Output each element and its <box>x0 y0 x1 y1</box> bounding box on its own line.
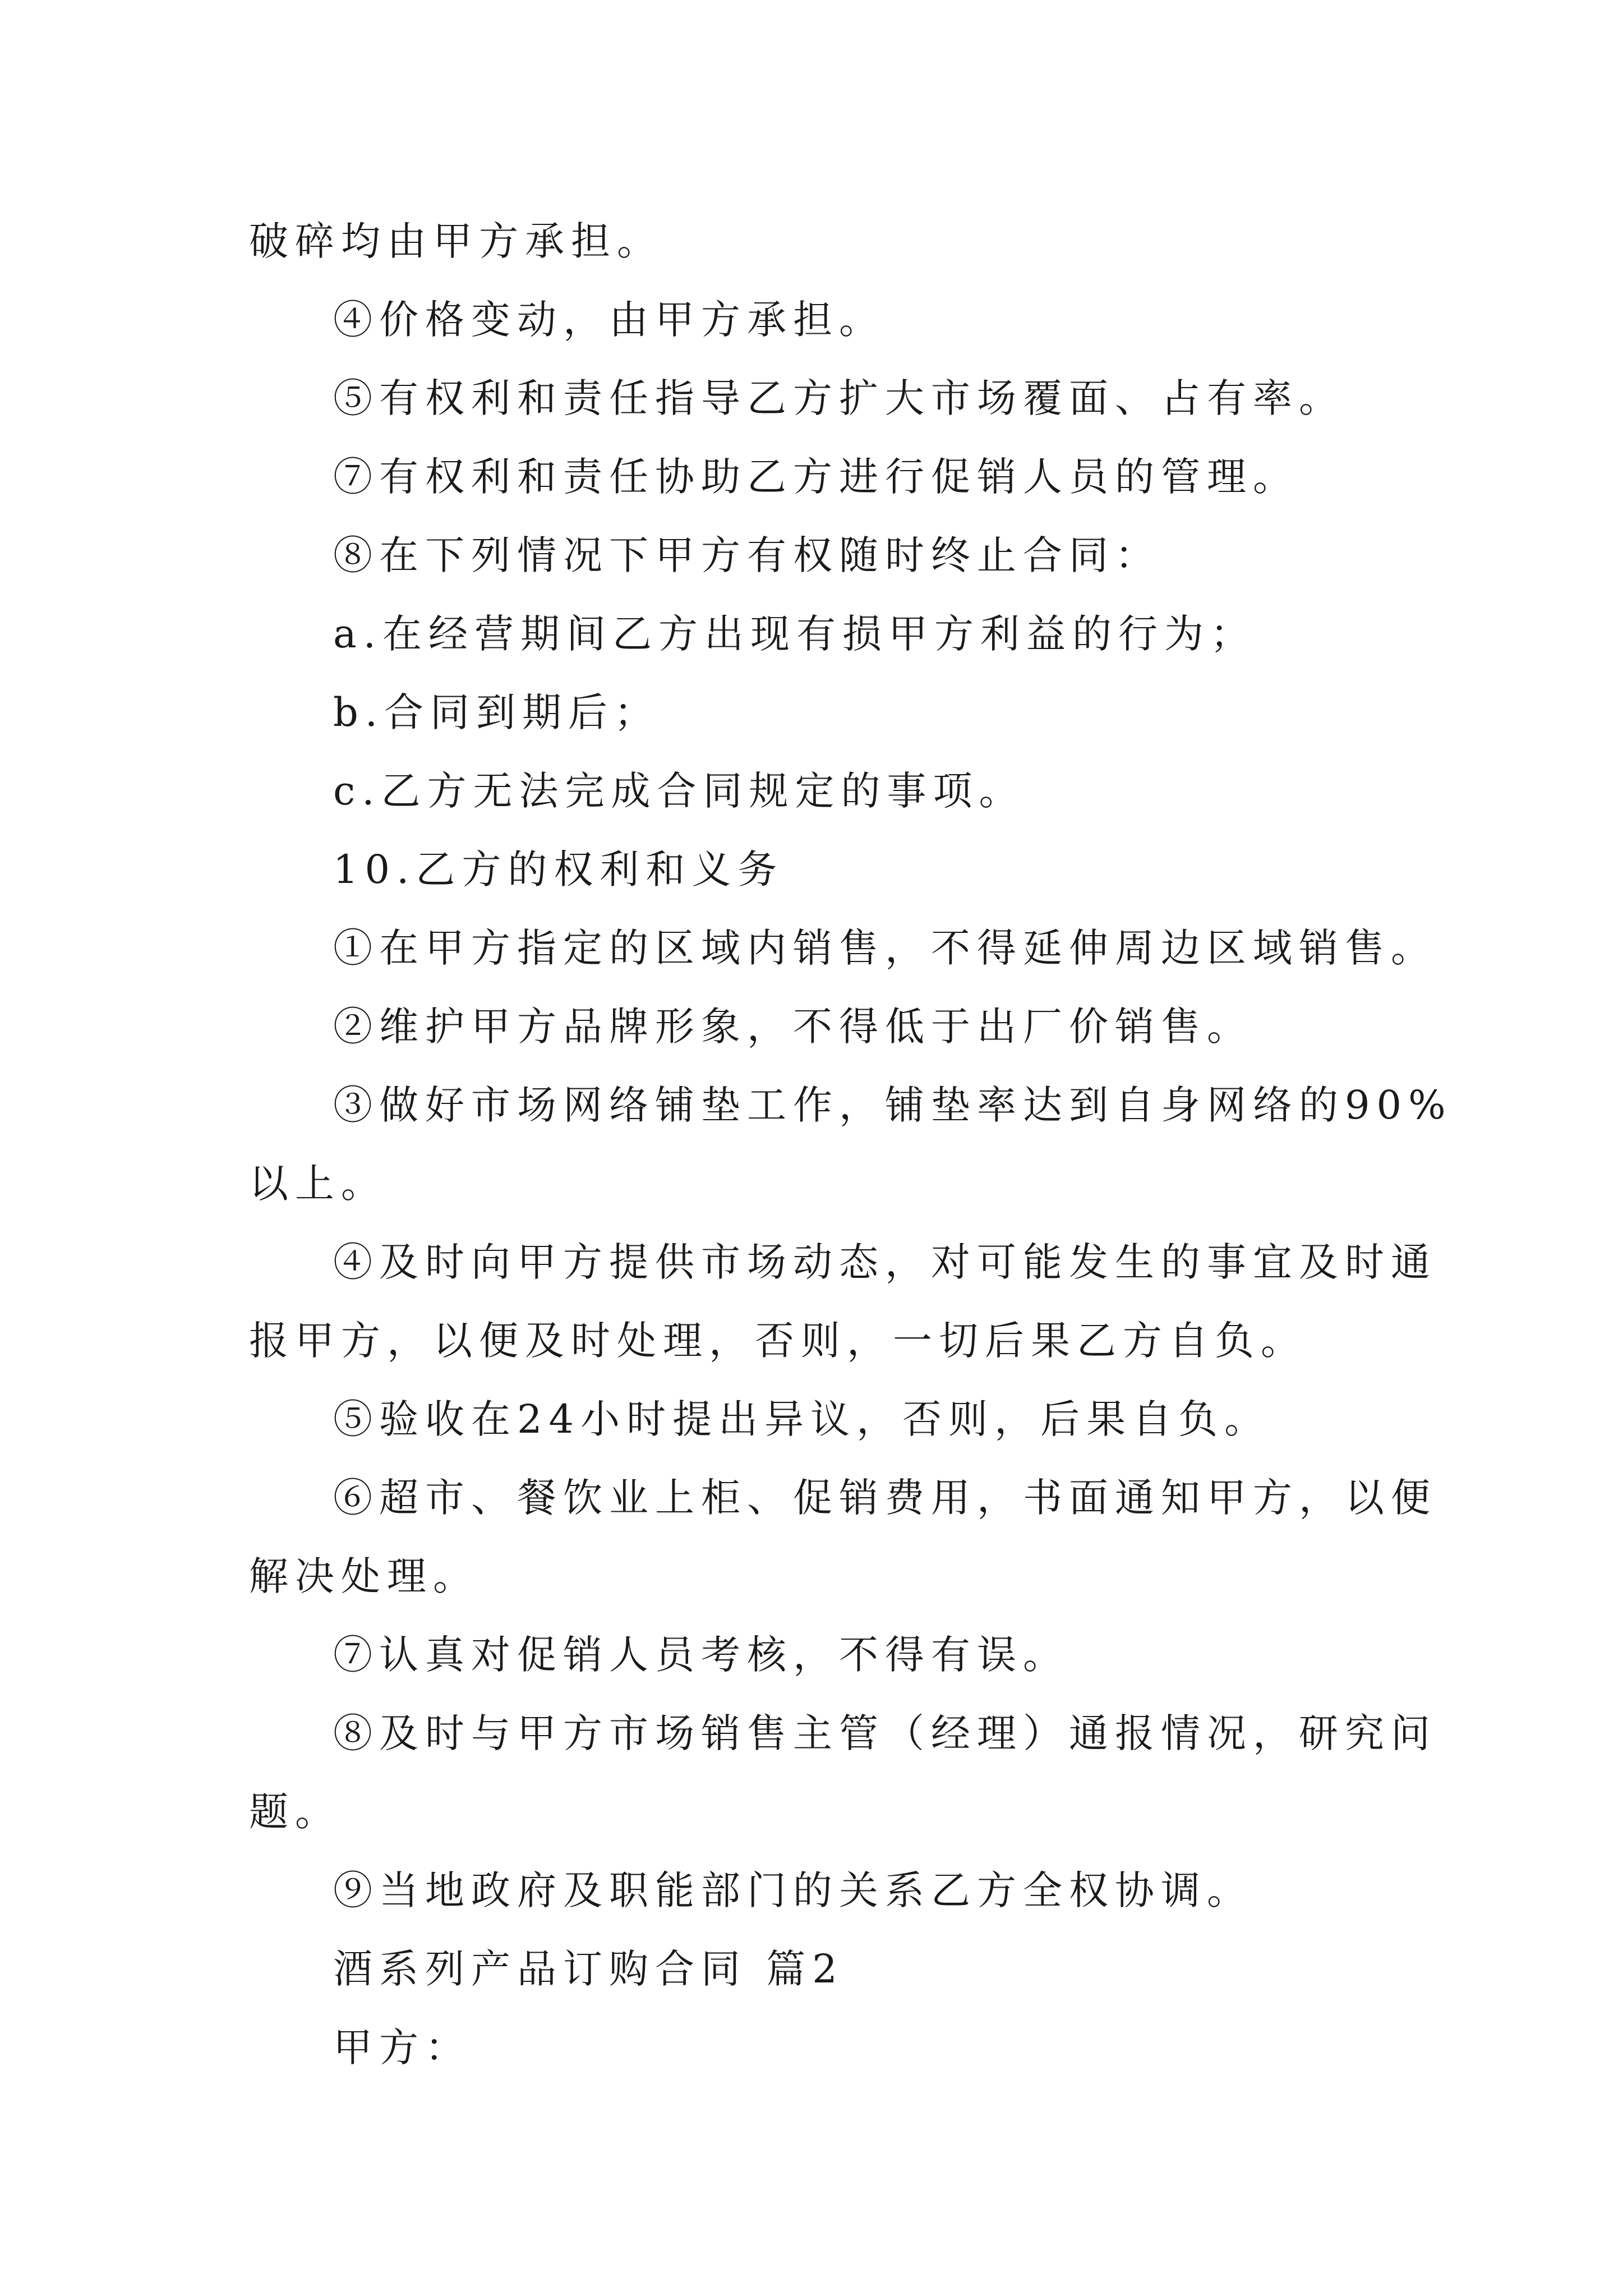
text-line: ③做好市场网络铺垫工作，铺垫率达到自身网络的90% <box>333 1082 1453 1128</box>
text-line: ①在甲方指定的区域内销售，不得延伸周边区域销售。 <box>333 925 1437 971</box>
text-line: 解决处理。 <box>249 1553 479 1599</box>
party-a-label: 甲方： <box>333 2024 471 2070</box>
text-line: ⑤验收在24小时提出异议，否则，后果自负。 <box>333 1396 1271 1442</box>
text-line: ⑧在下列情况下甲方有权随时终止合同： <box>333 532 1161 578</box>
text-line: a.在经营期间乙方出现有损甲方利益的行为； <box>333 611 1256 657</box>
text-line: ⑦认真对促销人员考核，不得有误。 <box>333 1632 1069 1678</box>
text-line: 报甲方，以便及时处理，否则，一切后果乙方自负。 <box>249 1318 1307 1364</box>
text-line: ⑧及时与甲方市场销售主管（经理）通报情况，研究问 <box>333 1710 1437 1756</box>
text-line: ⑤有权利和责任指导乙方扩大市场覆面、占有率。 <box>333 375 1345 421</box>
text-line: ④价格变动，由甲方承担。 <box>333 297 885 343</box>
section-title: 酒系列产品订购合同 篇2 <box>333 1946 844 1992</box>
text-line: ⑦有权利和责任协助乙方进行促销人员的管理。 <box>333 454 1299 500</box>
text-line: b.合同到期后； <box>333 689 661 735</box>
text-line: ④及时向甲方提供市场动态，对可能发生的事宜及时通 <box>333 1239 1437 1285</box>
section-heading: 10.乙方的权利和义务 <box>333 846 784 892</box>
text-line: ⑥超市、餐饮业上柜、促销费用，书面通知甲方，以便 <box>333 1475 1437 1521</box>
text-line: ⑨当地政府及职能部门的关系乙方全权协调。 <box>333 1867 1253 1913</box>
text-line: ②维护甲方品牌形象，不得低于出厂价销售。 <box>333 1004 1253 1050</box>
text-line: 以上。 <box>249 1161 387 1207</box>
text-line: c.乙方无法完成合同规定的事项。 <box>333 768 1025 814</box>
text-line: 破碎均由甲方承担。 <box>249 218 663 264</box>
text-line: 题。 <box>249 1789 341 1835</box>
